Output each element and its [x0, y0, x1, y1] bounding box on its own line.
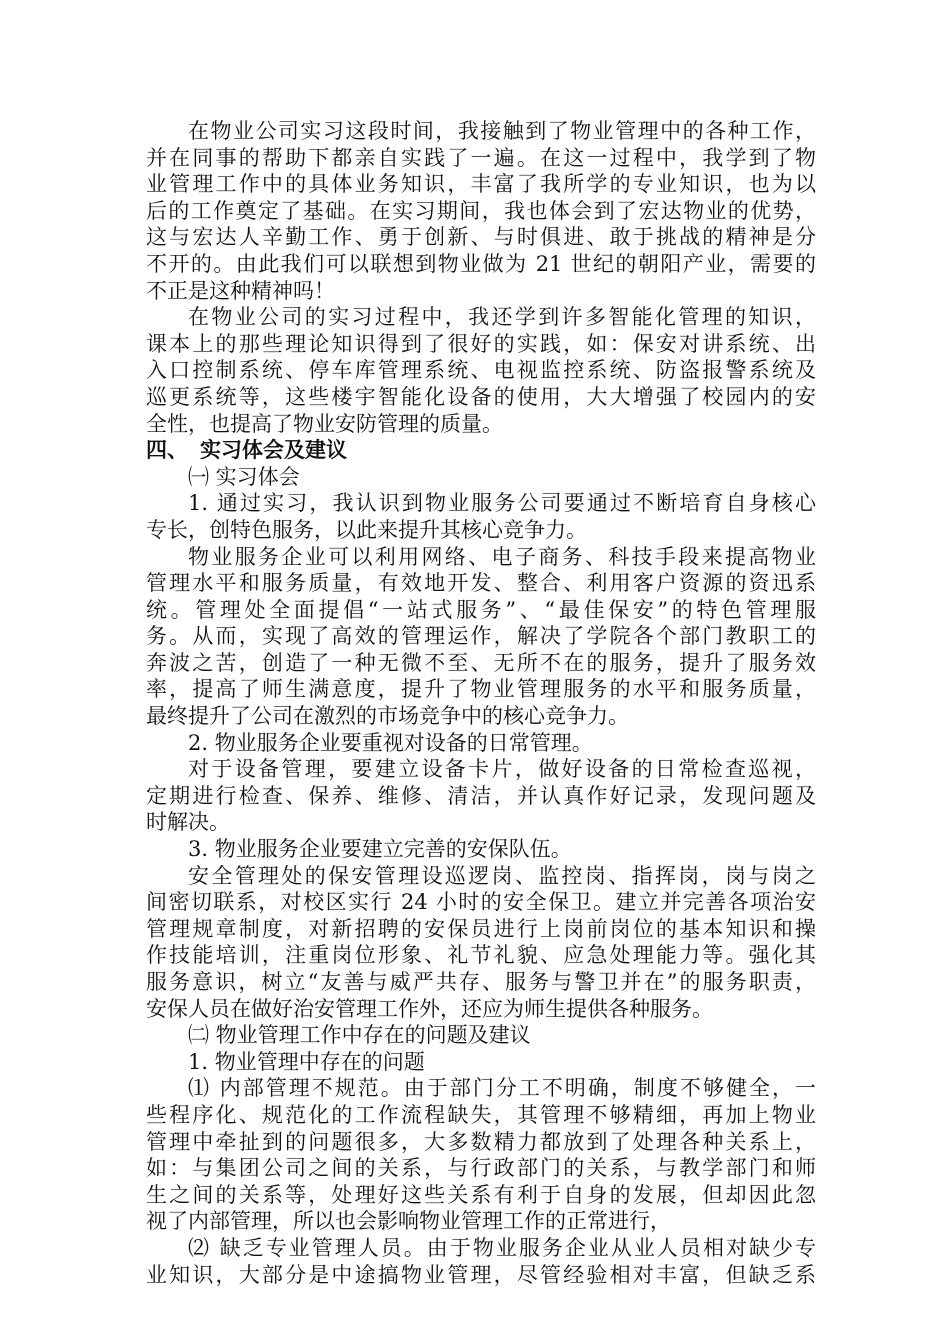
text-line: 管理中牵扯到的问题很多，大多数精力都放到了处理各种关系上，	[146, 1129, 816, 1154]
text-line: 在物业公司实习这段时间，我接触到了物业管理中的各种工作，	[188, 119, 816, 143]
paragraph	[146, 1049, 816, 1076]
paragraph	[146, 544, 816, 730]
text-line: 管理规章制度，对新招聘的安保员进行上岗前岗位的基本知识和操	[146, 916, 816, 941]
section-title: 实习体会及建议	[200, 437, 347, 463]
paragraph	[146, 730, 816, 757]
text-line: 1. 通过实习，我认识到物业服务公司要通过不断培育自身核心	[188, 491, 816, 516]
text-line: ㈠ 实习体会	[188, 464, 300, 489]
text-line: 奔波之苦，创造了一种无微不至、无所不在的服务，提升了服务效	[146, 650, 816, 675]
paragraph	[146, 118, 816, 304]
text-line: 后的工作奠定了基础。在实习期间，我也体会到了宏达物业的优势，	[146, 198, 816, 223]
text-line: 时解决。	[146, 810, 230, 835]
paragraph	[146, 304, 816, 437]
section-heading	[146, 437, 816, 464]
paragraph	[146, 756, 816, 836]
paragraph	[146, 836, 816, 863]
paragraph	[146, 863, 816, 1023]
text-line: 作技能培训，注重岗位形象、礼节礼貌、应急处理能力等。强化其	[146, 943, 816, 968]
section-number: 四、	[146, 437, 188, 463]
text-line: 务。从而，实现了高效的管理运作，解决了学院各个部门教职工的	[146, 624, 816, 649]
text-line: 入口控制系统、停车库管理系统、电视监控系统、防盗报警系统及	[146, 358, 816, 383]
text-line: 在物业公司的实习过程中，我还学到许多智能化管理的知识，	[188, 305, 816, 330]
text-line: 统。管理处全面提倡“一站式服务”、“最佳保安”的特色管理服	[146, 597, 816, 622]
text-line: 业管理工作中的具体业务知识，丰富了我所学的专业知识，也为以	[146, 172, 816, 197]
text-line: ⑵ 缺乏专业管理人员。由于物业服务企业从业人员相对缺少专	[188, 1235, 816, 1260]
text-line: 如：与集团公司之间的关系，与行政部门的关系，与教学部门和师	[146, 1156, 816, 1181]
text-line: 间密切联系，对校区实行 24 小时的安全保卫。建立并完善各项治安	[146, 890, 816, 915]
text-line: 管理水平和服务质量，有效地开发、整合、利用客户资源的资迅系	[146, 571, 816, 596]
text-line: 课本上的那些理论知识得到了很好的实践，如：保安对讲系统、出	[146, 331, 816, 356]
text-line: 这与宏达人辛勤工作、勇于创新、与时俱进、敢于挑战的精神是分	[146, 225, 816, 250]
text-line: 安全管理处的保安管理设巡逻岗、监控岗、指挥岗，岗与岗之	[188, 863, 816, 888]
text-line: 全性，也提高了物业安防管理的质量。	[146, 411, 503, 436]
text-line: ㈡ 物业管理工作中存在的问题及建议	[188, 1023, 531, 1048]
text-line: 最终提升了公司在激烈的市场竞争中的核心竞争力。	[146, 704, 629, 729]
text-line: 生之间的关系等，处理好这些关系有利于自身的发展，但却因此忽	[146, 1182, 816, 1207]
paragraph	[146, 1022, 816, 1049]
text-line: 不正是这种精神吗！	[146, 278, 335, 303]
paragraph	[146, 1075, 816, 1235]
text-line: 些程序化、规范化的工作流程缺失，其管理不够精细，再加上物业	[146, 1102, 816, 1127]
text-line: 并在同事的帮助下都亲自实践了一遍。在这一过程中，我学到了物	[146, 145, 816, 170]
text-line: 安保人员在做好治安管理工作外，还应为师生提供各种服务。	[146, 996, 713, 1021]
text-line: 率，提高了师生满意度，提升了物业管理服务的水平和服务质量，	[146, 677, 816, 702]
paragraph	[146, 490, 816, 543]
text-line: 2. 物业服务企业要重视对设备的日常管理。	[188, 730, 593, 755]
text-line: 服务意识，树立“友善与威严共存、服务与警卫并在”的服务职责，	[146, 970, 816, 994]
text-line: 1. 物业管理中存在的问题	[188, 1049, 425, 1074]
document-page	[146, 118, 816, 1288]
text-line: 对于设备管理，要建立设备卡片，做好设备的日常检查巡视，	[188, 757, 816, 782]
text-line: ⑴ 内部管理不规范。由于部门分工不明确，制度不够健全，一	[188, 1076, 816, 1101]
text-line: 视了内部管理，所以也会影响物业管理工作的正常进行，	[146, 1209, 671, 1234]
text-line: 定期进行检查、保养、维修、清洁，并认真作好记录，发现问题及	[146, 783, 816, 808]
text-line: 专长，创特色服务，以此来提升其核心竞争力。	[146, 517, 587, 542]
paragraph	[146, 464, 816, 491]
text-line: 物业服务企业可以利用网络、电子商务、科技手段来提高物业	[188, 544, 816, 569]
text-line: 3. 物业服务企业要建立完善的安保队伍。	[188, 837, 572, 862]
paragraph	[146, 1235, 816, 1288]
text-line: 不开的。由此我们可以联想到物业做为 21 世纪的朝阳产业，需要的	[146, 251, 816, 276]
text-line: 业知识，大部分是中途搞物业管理，尽管经验相对丰富，但缺乏系	[146, 1262, 816, 1287]
text-line: 巡更系统等，这些楼宇智能化设备的使用，大大增强了校园内的安	[146, 384, 816, 409]
